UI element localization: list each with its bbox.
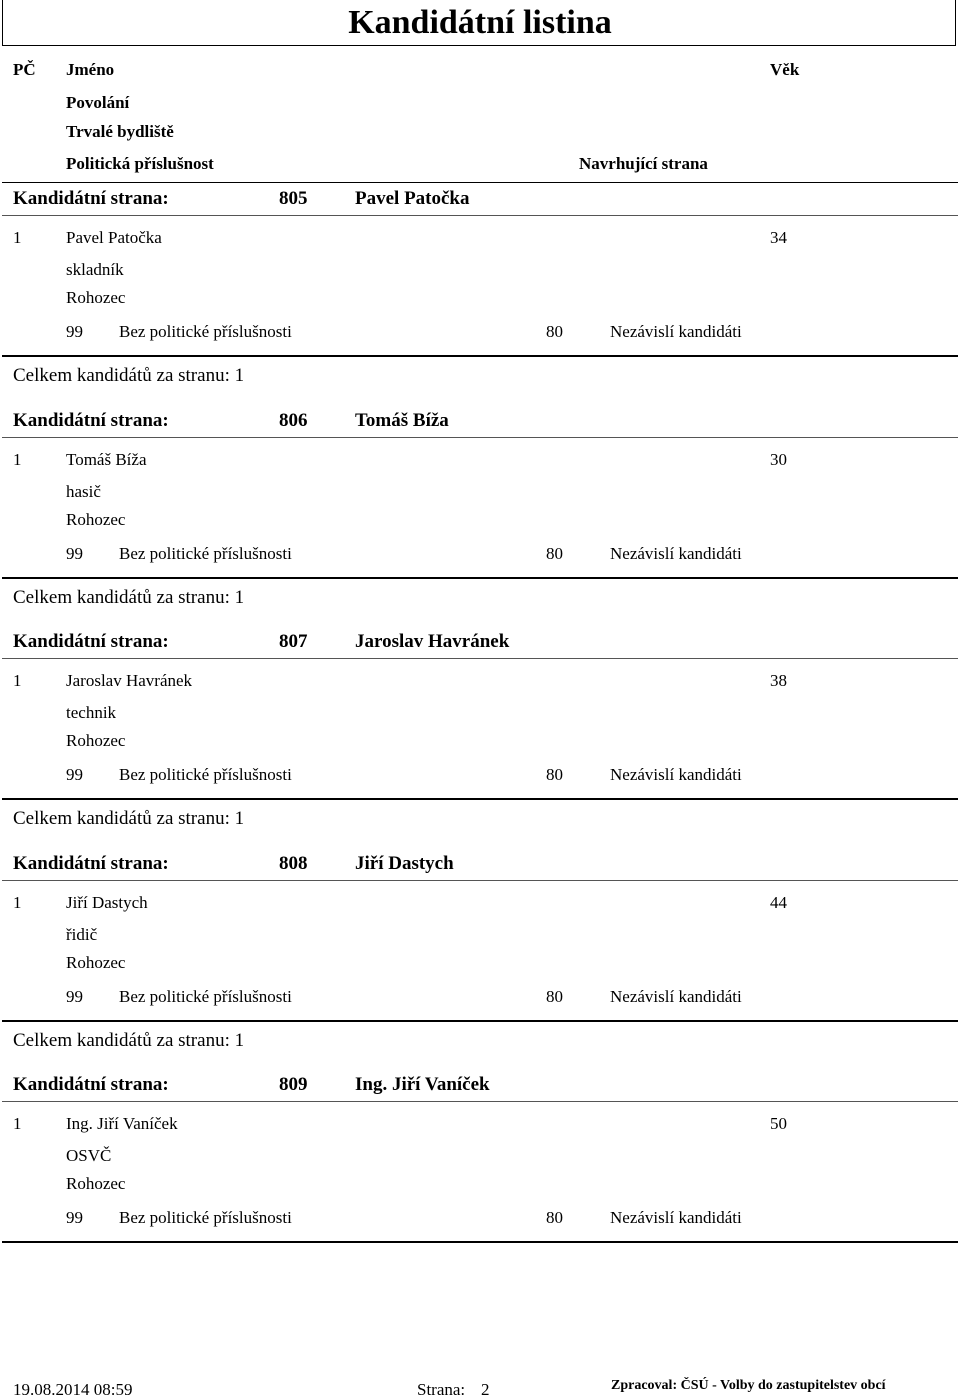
header-navrhujici: Navrhující strana [579,154,708,173]
candidate-party: Bez politické příslušnosti [119,987,292,1006]
section-label: Kandidátní strana: [13,410,169,431]
candidate-nominating: Nezávislí kandidáti [610,1208,742,1227]
section-number: 809 [279,1074,308,1095]
candidate-block-divider [2,1241,958,1243]
candidate-age: 34 [770,228,787,247]
candidate-pc: 1 [13,1114,22,1133]
section-name: Pavel Patočka [355,188,470,209]
candidate-residence: Rohozec [66,1174,126,1193]
candidate-block-divider [2,1020,958,1022]
footer-page-label: Strana: [417,1380,466,1399]
candidate-occupation: technik [66,703,117,722]
section-number: 808 [279,853,308,874]
candidate-nominating-code: 80 [546,987,563,1006]
section-name: Ing. Jiří Vaníček [355,1074,490,1095]
candidate-name: Pavel Patočka [66,228,162,247]
header-jmeno: Jméno [66,60,115,79]
candidate-nominating-code: 80 [546,765,563,784]
section-total: Celkem kandidátů za stranu: 1 [13,587,245,608]
candidate-age: 44 [770,893,787,912]
candidate-pc: 1 [13,228,22,247]
candidate-age: 30 [770,450,787,469]
candidate-block-divider [2,577,958,579]
footer-datetime: 19.08.2014 08:59 [13,1380,133,1399]
candidate-party: Bez politické příslušnosti [119,544,292,563]
candidate-name: Jaroslav Havránek [66,671,193,690]
footer-processed: Zpracoval: ČSÚ - Volby do zastupitelstev obcí [611,1378,886,1393]
candidate-occupation: hasič [66,482,101,501]
section-header-divider [2,880,958,881]
candidate-party-code: 99 [66,987,83,1006]
candidate-nominating: Nezávislí kandidáti [610,765,742,784]
candidate-residence: Rohozec [66,953,126,972]
section-name: Jaroslav Havránek [355,631,510,652]
section-label: Kandidátní strana: [13,853,169,874]
header-prislusnost: Politická příslušnost [66,154,214,173]
section-label: Kandidátní strana: [13,188,169,209]
section-label: Kandidátní strana: [13,1074,169,1095]
header-divider [2,182,958,183]
candidate-occupation: skladník [66,260,124,279]
section-number: 805 [279,188,308,209]
candidate-residence: Rohozec [66,288,126,307]
candidate-party-code: 99 [66,1208,83,1227]
header-pc: PČ [13,60,36,79]
header-vek: Věk [770,60,800,79]
candidate-party: Bez politické příslušnosti [119,765,292,784]
candidate-pc: 1 [13,671,22,690]
candidate-block-divider [2,355,958,357]
section-header-divider [2,658,958,659]
candidate-nominating-code: 80 [546,544,563,563]
candidate-block-divider [2,798,958,800]
section-number: 806 [279,410,308,431]
section-header-divider [2,437,958,438]
section-label: Kandidátní strana: [13,631,169,652]
section-header-divider [2,215,958,216]
candidate-party: Bez politické příslušnosti [119,1208,292,1227]
candidate-occupation: OSVČ [66,1146,112,1165]
candidate-occupation: řidič [66,925,98,944]
section-number: 807 [279,631,308,652]
candidate-party-code: 99 [66,765,83,784]
candidate-residence: Rohozec [66,510,126,529]
candidate-party-code: 99 [66,322,83,341]
candidate-nominating-code: 80 [546,322,563,341]
section-total: Celkem kandidátů za stranu: 1 [13,1030,245,1051]
footer-page-number: 2 [481,1380,490,1399]
section-total: Celkem kandidátů za stranu: 1 [13,808,245,829]
section-header-divider [2,1101,958,1102]
candidate-age: 50 [770,1114,787,1133]
candidate-age: 38 [770,671,787,690]
candidate-nominating-code: 80 [546,1208,563,1227]
section-total: Celkem kandidátů za stranu: 1 [13,365,245,386]
candidate-nominating: Nezávislí kandidáti [610,987,742,1006]
candidate-nominating: Nezávislí kandidáti [610,322,742,341]
candidate-residence: Rohozec [66,731,126,750]
candidate-name: Ing. Jiří Vaníček [66,1114,178,1133]
candidate-pc: 1 [13,893,22,912]
page-title: Kandidátní listina [348,4,612,41]
candidate-name: Tomáš Bíža [66,450,147,469]
header-povolani: Povolání [66,93,130,112]
candidate-party: Bez politické příslušnosti [119,322,292,341]
section-name: Tomáš Bíža [355,410,449,431]
candidate-nominating: Nezávislí kandidáti [610,544,742,563]
header-bydliste: Trvalé bydliště [66,122,174,141]
candidate-party-code: 99 [66,544,83,563]
candidate-name: Jiří Dastych [66,893,148,912]
candidate-pc: 1 [13,450,22,469]
section-name: Jiří Dastych [355,853,454,874]
